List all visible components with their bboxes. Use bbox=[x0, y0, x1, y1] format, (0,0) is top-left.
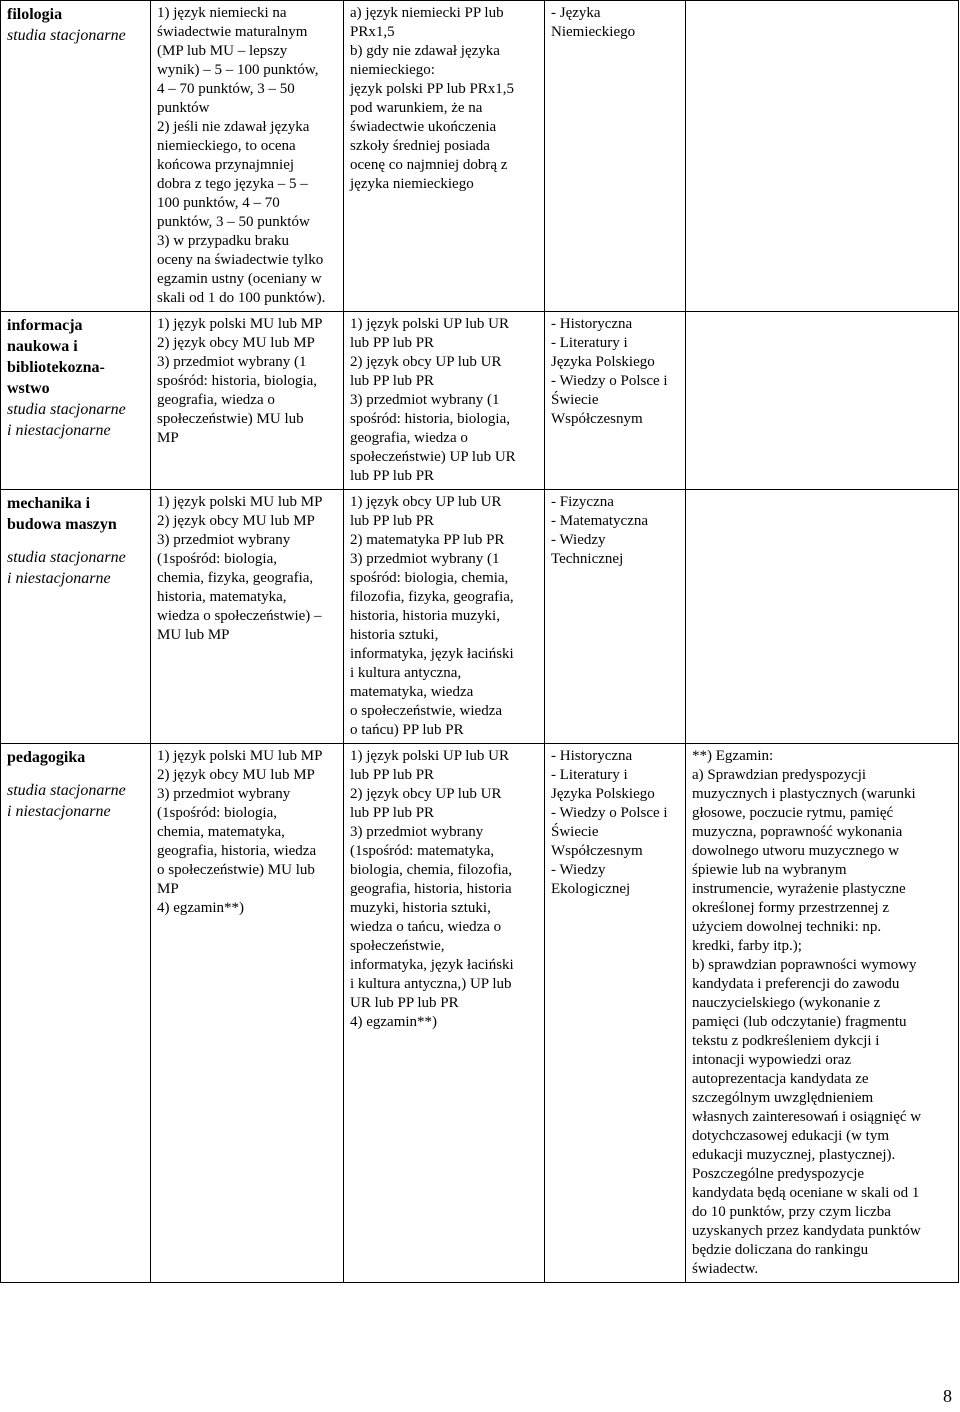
text-line: egzamin ustny (oceniany w bbox=[157, 271, 322, 287]
text-line: informacja bbox=[7, 317, 83, 334]
text-line: spośród: historia, biologia, bbox=[350, 411, 510, 427]
text-line: 3) w przypadku braku bbox=[157, 233, 290, 249]
text-line: autoprezentacja kandydata ze bbox=[692, 1071, 869, 1087]
text-line: muzyczna, poprawność wykonania bbox=[692, 824, 903, 840]
text-line: określonej formy przestrzennej z bbox=[692, 900, 889, 916]
table-row bbox=[1, 744, 959, 1283]
text-line: informatyka, język łaciński bbox=[350, 646, 514, 662]
text-line: dotychczasowej edukacji (w tym bbox=[692, 1128, 890, 1144]
matura-requirements-cell bbox=[151, 744, 344, 1283]
text-line: 2) matematyka PP lub PR bbox=[350, 532, 505, 548]
text-line: budowa maszyn bbox=[7, 516, 117, 533]
table-row bbox=[1, 312, 959, 490]
text-line: Współczesnym bbox=[551, 843, 643, 859]
field-of-study-cell bbox=[1, 1, 151, 312]
text-line: lub PP lub PR bbox=[350, 513, 435, 529]
text-line: świadectwie maturalnym bbox=[157, 24, 308, 40]
text-line: lub PP lub PR bbox=[350, 373, 435, 389]
text-line: geografia, historia, wiedza bbox=[157, 843, 317, 859]
text-line: społeczeństwie) MU lub bbox=[157, 411, 304, 427]
text-line: 3) przedmiot wybrany (1 bbox=[157, 354, 307, 370]
text-line: niemieckiego, to ocena bbox=[157, 138, 296, 154]
text-line: śpiewie lub na wybranym bbox=[692, 862, 847, 878]
text-line: 3) przedmiot wybrany bbox=[157, 532, 291, 548]
text-line: i niestacjonarne bbox=[7, 570, 111, 587]
text-line: i niestacjonarne bbox=[7, 803, 111, 820]
text-line: o społeczeństwie) MU lub bbox=[157, 862, 315, 878]
text-line: b) gdy nie zdawał języka bbox=[350, 43, 500, 59]
text-line: do 10 punktów, przy czym liczba bbox=[692, 1204, 891, 1220]
text-line: MU lub MP bbox=[157, 627, 230, 643]
text-line: chemia, fizyka, geografia, bbox=[157, 570, 314, 586]
matura-requirements-cell bbox=[151, 1, 344, 312]
text-line: pod warunkiem, że na bbox=[350, 100, 483, 116]
text-line: wstwo bbox=[7, 380, 50, 397]
text-line: 3) przedmiot wybrany bbox=[350, 824, 484, 840]
text-line: 2) język obcy UP lub UR bbox=[350, 354, 502, 370]
text-line: świadectwie ukończenia bbox=[350, 119, 497, 135]
table-row bbox=[1, 490, 959, 744]
text-line: i kultura antyczna,) UP lub bbox=[350, 976, 512, 992]
text-line: język polski PP lub PRx1,5 bbox=[350, 81, 515, 97]
text-line: muzycznych i plastycznych (warunki bbox=[692, 786, 916, 802]
text-line: pamięci (lub odczytanie) fragmentu bbox=[692, 1014, 907, 1030]
text-line: Języka Polskiego bbox=[551, 354, 655, 370]
text-line: 4 – 70 punktów, 3 – 50 bbox=[157, 81, 295, 97]
text-line: spośród: biologia, chemia, bbox=[350, 570, 509, 586]
text-line: nauczycielskiego (wykonanie z bbox=[692, 995, 881, 1011]
text-line: społeczeństwie) UP lub UR bbox=[350, 449, 516, 465]
text-line: UR lub PP lub PR bbox=[350, 995, 459, 1011]
text-line: wiedza o społeczeństwie) – bbox=[157, 608, 322, 624]
text-line: świadectw. bbox=[692, 1261, 759, 1277]
text-line: 1) język polski MU lub MP bbox=[157, 316, 323, 332]
text-line: lub PP lub PR bbox=[350, 805, 435, 821]
olympiad-cell bbox=[545, 312, 686, 490]
old-matura-requirements-cell bbox=[344, 490, 545, 744]
text-line: 2) język obcy MU lub MP bbox=[157, 335, 315, 351]
text-line: szczególnym uwzględnieniem bbox=[692, 1090, 874, 1106]
text-line: języka niemieckiego bbox=[350, 176, 474, 192]
text-line: filozofia, fizyka, geografia, bbox=[350, 589, 514, 605]
text-line: chemia, matematyka, bbox=[157, 824, 285, 840]
text-line: intonacji wypowiedzi oraz bbox=[692, 1052, 852, 1068]
matura-requirements-cell bbox=[151, 490, 344, 744]
text-line: społeczeństwie, bbox=[350, 938, 445, 954]
text-line: historia, historia muzyki, bbox=[350, 608, 500, 624]
text-line: szkoły średniej posiada bbox=[350, 138, 490, 154]
exam-notes-cell bbox=[686, 1, 959, 312]
text-line: Ekologicznej bbox=[551, 881, 631, 897]
text-line: historia, matematyka, bbox=[157, 589, 287, 605]
old-matura-requirements-cell bbox=[344, 312, 545, 490]
text-line: niemieckiego: bbox=[350, 62, 435, 78]
text-line: studia stacjonarne bbox=[7, 401, 126, 418]
text-line: tekstu z podkreśleniem dykcji i bbox=[692, 1033, 880, 1049]
text-line: kandydata i preferencji do zawodu bbox=[692, 976, 900, 992]
text-line: lub PP lub PR bbox=[350, 468, 435, 484]
text-line: - Wiedzy bbox=[551, 532, 606, 548]
text-line: biologia, chemia, filozofia, bbox=[350, 862, 513, 878]
exam-notes-cell bbox=[686, 744, 959, 1283]
olympiad-cell bbox=[545, 1, 686, 312]
text-line: Niemieckiego bbox=[551, 24, 636, 40]
text-line: - Wiedzy bbox=[551, 862, 606, 878]
text-line: mechanika i bbox=[7, 495, 91, 512]
text-line: 1) język polski MU lub MP bbox=[157, 748, 323, 764]
text-line: Technicznej bbox=[551, 551, 624, 567]
text-line: 2) język obcy MU lub MP bbox=[157, 767, 315, 783]
text-line: edukacji muzycznej, plastycznej). bbox=[692, 1147, 896, 1163]
text-line: MP bbox=[157, 881, 179, 897]
text-line: studia stacjonarne bbox=[7, 27, 126, 44]
exam-notes-cell bbox=[686, 490, 959, 744]
text-line: (1spośród: matematyka, bbox=[350, 843, 495, 859]
text-line: - Fizyczna bbox=[551, 494, 614, 510]
text-line: pedagogika bbox=[7, 749, 86, 766]
text-line: 2) język obcy UP lub UR bbox=[350, 786, 502, 802]
text-line: o społeczeństwie, wiedza bbox=[350, 703, 503, 719]
text-line: punktów bbox=[157, 100, 210, 116]
text-line: lub PP lub PR bbox=[350, 767, 435, 783]
text-line: uzyskanych przez kandydata punktów bbox=[692, 1223, 921, 1239]
text-line: instrumencie, wyrażenie plastyczne bbox=[692, 881, 906, 897]
text-line: będzie doliczana do rankingu bbox=[692, 1242, 869, 1258]
exam-notes-cell bbox=[686, 312, 959, 490]
text-line: 3) przedmiot wybrany (1 bbox=[350, 392, 500, 408]
text-line: filologia bbox=[7, 6, 63, 23]
text-line: 1) język obcy UP lub UR bbox=[350, 494, 502, 510]
text-line: geografia, historia, historia bbox=[350, 881, 512, 897]
text-line: (MP lub MU – lepszy bbox=[157, 43, 288, 59]
text-line: Świecie bbox=[551, 824, 599, 840]
text-line: kredki, farby itp.); bbox=[692, 938, 802, 954]
text-line: - Matematyczna bbox=[551, 513, 649, 529]
text-line: 3) przedmiot wybrany (1 bbox=[350, 551, 500, 567]
text-line: MP bbox=[157, 430, 179, 446]
text-line: matematyka, wiedza bbox=[350, 684, 474, 700]
text-line: PRx1,5 bbox=[350, 24, 395, 40]
old-matura-requirements-cell bbox=[344, 1, 545, 312]
olympiad-cell bbox=[545, 744, 686, 1283]
text-line: Języka Polskiego bbox=[551, 786, 655, 802]
text-line: wynik) – 5 – 100 punktów, bbox=[157, 62, 319, 78]
text-line: - Literatury i bbox=[551, 767, 628, 783]
text-line: 4) egzamin**) bbox=[157, 900, 245, 916]
text-line: użyciem dowolnej techniki: np. bbox=[692, 919, 882, 935]
text-line: końcowa przynajmniej bbox=[157, 157, 295, 173]
text-line: **) Egzamin: bbox=[692, 748, 774, 764]
text-line: skali od 1 do 100 punktów). bbox=[157, 290, 326, 306]
text-line: 1) język niemiecki na bbox=[157, 5, 287, 21]
field-of-study-cell bbox=[1, 312, 151, 490]
text-line: 1) język polski UP lub UR bbox=[350, 316, 510, 332]
text-line: i kultura antyczna, bbox=[350, 665, 462, 681]
text-line: 100 punktów, 4 – 70 bbox=[157, 195, 280, 211]
text-line: głosowe, poczucie rytmu, pamięć bbox=[692, 805, 894, 821]
text-line: lub PP lub PR bbox=[350, 335, 435, 351]
field-of-study-cell bbox=[1, 744, 151, 1283]
text-line: geografia, wiedza o bbox=[157, 392, 275, 408]
text-line: kandydata będą oceniane w skali od 1 bbox=[692, 1185, 920, 1201]
text-line: 2) język obcy MU lub MP bbox=[157, 513, 315, 529]
matura-requirements-cell bbox=[151, 312, 344, 490]
text-line: - Historyczna bbox=[551, 748, 633, 764]
text-line: b) sprawdzian poprawności wymowy bbox=[692, 957, 917, 973]
text-line: studia stacjonarne bbox=[7, 782, 126, 799]
olympiad-cell bbox=[545, 490, 686, 744]
text-line: 2) jeśli nie zdawał języka bbox=[157, 119, 310, 135]
text-line: historia sztuki, bbox=[350, 627, 439, 643]
text-line: - Historyczna bbox=[551, 316, 633, 332]
text-line: ocenę co najmniej dobrą z bbox=[350, 157, 508, 173]
text-line: Poszczególne predyspozycje bbox=[692, 1166, 865, 1182]
table-row bbox=[1, 1, 959, 312]
text-line: o tańcu) PP lub PR bbox=[350, 722, 464, 738]
text-line: a) Sprawdzian predyspozycji bbox=[692, 767, 867, 783]
text-line: własnych zainteresowań i osiągnięć w bbox=[692, 1109, 922, 1125]
text-line: - Literatury i bbox=[551, 335, 628, 351]
page-number: 8 bbox=[943, 1386, 952, 1406]
text-line: (1spośród: biologia, bbox=[157, 805, 277, 821]
text-line: muzyki, historia sztuki, bbox=[350, 900, 491, 916]
text-line: 1) język polski UP lub UR bbox=[350, 748, 510, 764]
old-matura-requirements-cell bbox=[344, 744, 545, 1283]
text-line: 4) egzamin**) bbox=[350, 1014, 438, 1030]
text-line: (1spośród: biologia, bbox=[157, 551, 277, 567]
text-line: - Wiedzy o Polsce i bbox=[551, 373, 668, 389]
text-line: dobra z tego języka – 5 – bbox=[157, 176, 308, 192]
text-line: informatyka, język łaciński bbox=[350, 957, 514, 973]
text-line: studia stacjonarne bbox=[7, 549, 126, 566]
text-line: spośród: historia, biologia, bbox=[157, 373, 317, 389]
text-line: - Języka bbox=[551, 5, 601, 21]
text-line: i niestacjonarne bbox=[7, 422, 111, 439]
text-line: geografia, wiedza o bbox=[350, 430, 468, 446]
text-line: naukowa i bbox=[7, 338, 78, 355]
text-line: oceny na świadectwie tylko bbox=[157, 252, 324, 268]
text-line: punktów, 3 – 50 punktów bbox=[157, 214, 310, 230]
text-line: dowolnego utworu muzycznego w bbox=[692, 843, 900, 859]
text-line: a) język niemiecki PP lub bbox=[350, 5, 504, 21]
text-line: - Wiedzy o Polsce i bbox=[551, 805, 668, 821]
text-line: bibliotekozna- bbox=[7, 359, 105, 376]
text-line: 1) język polski MU lub MP bbox=[157, 494, 323, 510]
text-line: Współczesnym bbox=[551, 411, 643, 427]
text-line: 3) przedmiot wybrany bbox=[157, 786, 291, 802]
text-line: Świecie bbox=[551, 392, 599, 408]
field-of-study-cell bbox=[1, 490, 151, 744]
text-line: wiedza o tańcu, wiedza o bbox=[350, 919, 502, 935]
